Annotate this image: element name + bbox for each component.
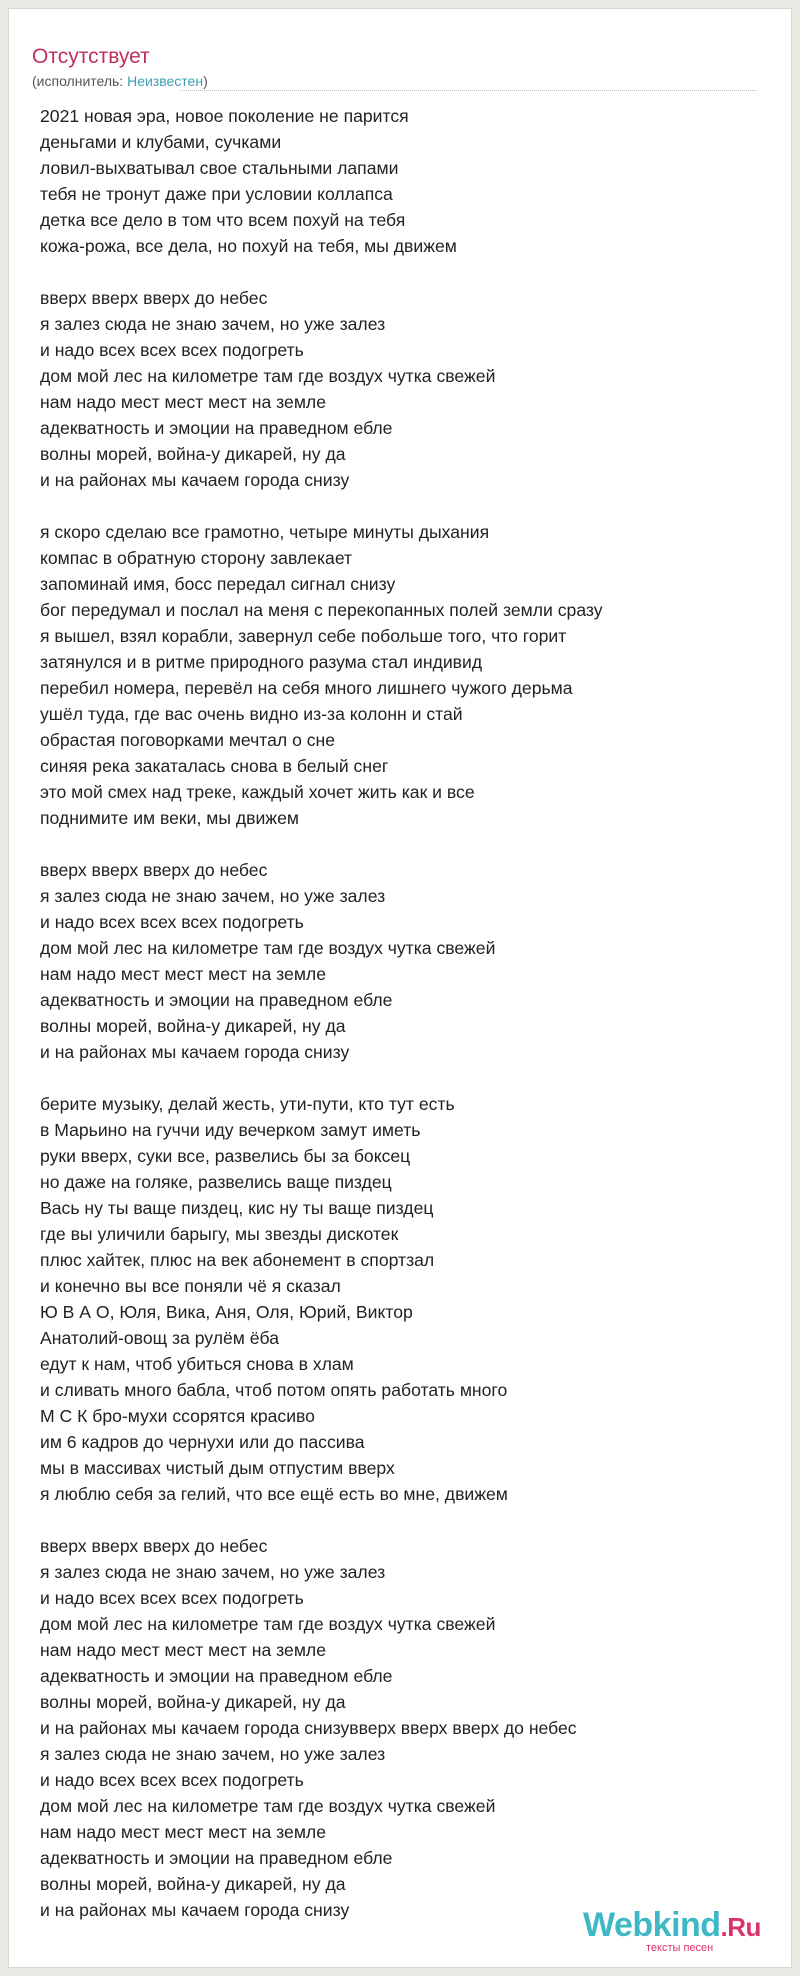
artist-link[interactable]: Неизвестен	[127, 73, 204, 89]
logo-tld: .Ru	[720, 1912, 761, 1942]
logo-name: Webkind	[583, 1906, 721, 1944]
lyrics-text: 2021 новая эра, новое поколение не парится деньгами и клубами, сучками ловил-выхватывал свое стальными лапами тебя не тронут даже при условии коллапса детка все дело в том что всем похуй на тебя кожа-рожа, все дела, но похуй на тебя, мы движем вверх вверх вверх до небес я залез сюда не знаю зачем, но уже залез и надо всех всех всех подогреть дом мой лес на километре там где воздух чутка свежей нам надо мест мест мест на земле адекватность и эмоции на праведном ебле волны морей, война-у дикарей, ну да и на районах мы качаем города снизу я скоро сделаю все грамотно, четыре минуты дыхания компас в обратную сторону завлекает запоминай имя, босс передал сигнал снизу бог передумал и послал на меня с перекопанных полей земли сразу я вышел, взял корабли, завернул себе побольше того, что горит затянулся и в ритме природного разума стал индивид перебил номера, перевёл на себя много лишнего чужого дерьма ушёл туда, где вас очень видно из-за колонн и стай обрастая поговорками мечтал о сне синяя река закаталась снова в белый снег это мой смех над треке, каждый хочет жить как и все поднимите им веки, мы движем вверх вверх вверх до небес я залез сюда не знаю зачем, но уже залез и надо всех всех всех подогреть дом мой лес на километре там где воздух чутка свежей нам надо мест мест мест на земле адекватность и эмоции на праведном ебле волны морей, война-у дикарей, ну да и на районах мы качаем города снизу берите музыку, делай жесть, ути-пути, кто тут есть в Марьино на гуччи иду вечерком замут иметь руки вверх, суки все, развелись бы за боксец но даже на голяке, развелись ваще пиздец Вась ну ты ваще пиздец, кис ну ты ваще пиздец где вы уличили барыгу, мы звезды дискотек плюс хайтек, плюс на век абонемент в спортзал и конечно вы все поняли чё я сказал Ю В А О, Юля, Вика, Аня, Оля, Юрий, Виктор Анатолий-овощ за рулём ёба едут к нам, чтоб убиться снова в хлам и сливать много бабла, чтоб потом опять работать много М С К бро-мухи ссорятся красиво им 6 кадров до чернухи или до пассива мы в массивах чистый дым отпустим вверх я люблю себя за гелий, что все ещё есть во мне, движем вверх вверх вверх до небес я залез сюда не знаю зачем, но уже залез и надо всех всех всех подогреть дом мой лес на километре там где воздух чутка свежей нам надо мест мест мест на земле адекватность и эмоции на праведном ебле волны морей, война-у дикарей, ну да и на районах мы качаем города снизувверх вверх вверх до небес я залез сюда не знаю зачем, но уже залез и надо всех всех всех подогреть дом мой лес на километре там где воздух чутка свежей нам надо мест мест мест на земле адекватность и эмоции на праведном ебле волны морей, война-у дикарей, ну да и на районах мы качаем города снизу	[40, 106, 603, 1920]
artist-line	[32, 72, 208, 90]
header-divider	[180, 90, 757, 91]
artist-prefix: (исполнитель:	[32, 73, 128, 89]
artist-suffix: )	[203, 73, 208, 89]
site-logo[interactable]	[583, 1906, 761, 1946]
logo-tagline: тексты песен	[646, 1942, 714, 1954]
song-title: Отсутствует	[32, 45, 150, 68]
